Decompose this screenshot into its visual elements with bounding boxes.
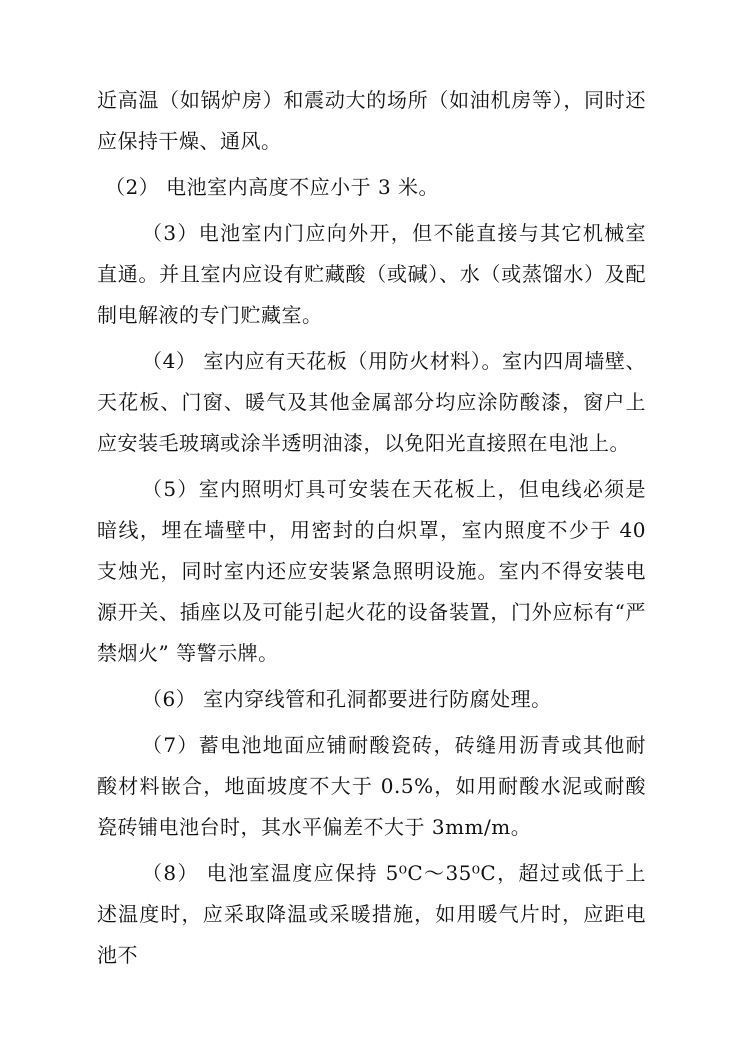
paragraph-continuation: 近高温（如锅炉房）和震动大的场所（如油机房等），同时还应保持干燥、通风。 — [97, 88, 646, 153]
list-item-7: （7）蓄电池地面应铺耐酸瓷砖，砖缝用沥青或其他耐酸材料嵌合，地面坡度不大于 0.5%，如用耐酸水泥或耐酸瓷砖铺电池台时，其水平偏差不大于 3mm/m。 — [97, 733, 646, 839]
list-item-4: （4） 室内应有天花板（用防火材料）。室内四周墙壁、天花板、门窗、暖气及其他金属部分均应涂防酸漆，窗户上应安装毛玻璃或涂半透明油漆，以免阳光直接照在电池上。 — [97, 349, 646, 455]
document-body — [97, 80, 646, 981]
list-item-8: （8） 电池室温度应保持 5⁰C～35⁰C，超过或低于上述温度时，应采取降温或采暖措施，如用暖气片时，应距电池不 — [97, 861, 646, 967]
list-item-2: （2） 电池室内高度不应小于 3 米。 — [105, 175, 440, 199]
list-item-6: （6） 室内穿线管和孔洞都要进行防腐处理。 — [142, 687, 552, 711]
list-item-3: （3）电池室内门应向外开，但不能直接与其它机械室直通。并且室内应设有贮藏酸（或碱）、水（或蒸馏水）及配制电解液的专门贮藏室。 — [97, 221, 646, 327]
list-item-5: （5）室内照明灯具可安装在天花板上，但电线必须是暗线，埋在墙壁中，用密封的白炽罩，室内照度不少于 40 支烛光，同时室内还应安装紧急照明设施。室内不得安装电源开关、插座以及可能引起火花的设备装置，门外应标有“严禁烟火” 等警示牌。 — [97, 477, 646, 665]
